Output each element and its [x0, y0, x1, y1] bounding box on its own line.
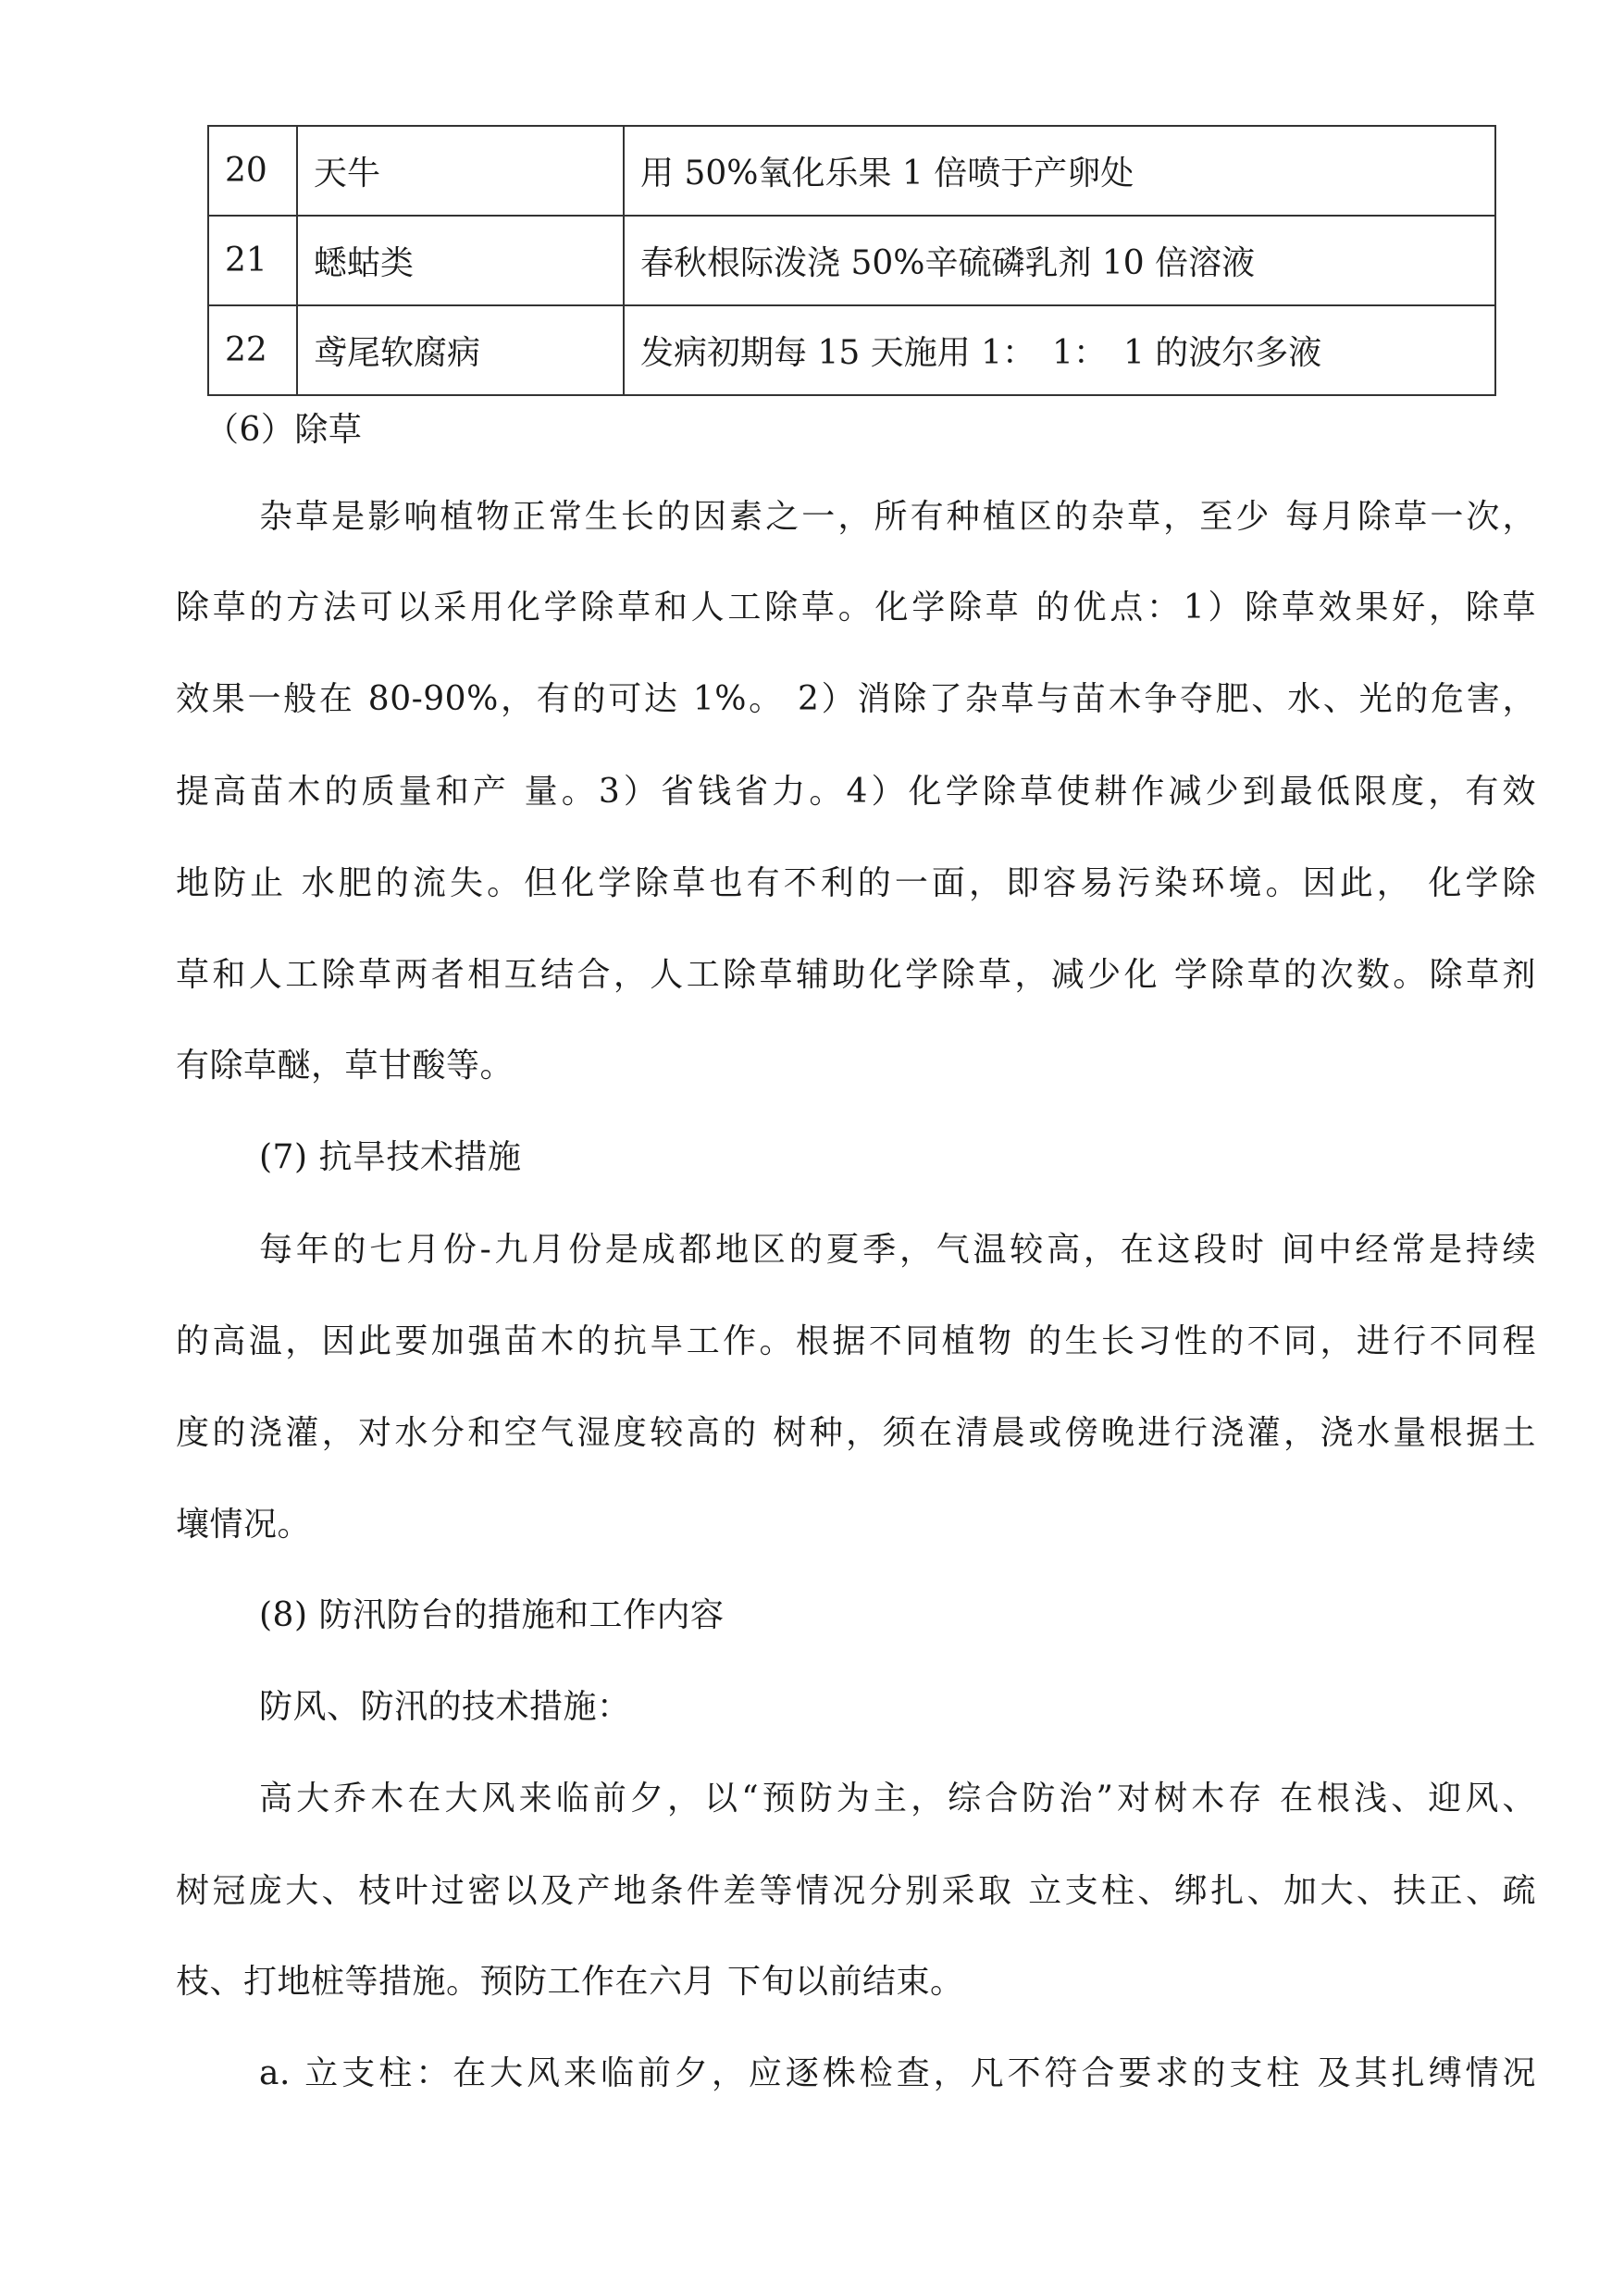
table-row — [208, 216, 1495, 305]
body-text-line: 草和人工除草两者相互结合，人工除草辅助化学除草，减少化 学除草的次数。除草剂 — [176, 956, 1536, 994]
section-heading-flood: (8) 防汛防台的措施和工作内容 — [259, 1596, 725, 1634]
body-text-line: 杂草是影响植物正常生长的因素之一，所有种植区的杂草，至少 每月除草一次， — [259, 498, 1536, 536]
body-text-line: 每年的七月份-九月份是成都地区的夏季，气温较高，在这段时 间中经常是持续 — [259, 1231, 1536, 1269]
table-row — [208, 126, 1495, 216]
body-text-line: 枝、打地桩等措施。预防工作在六月 下旬以前结束。 — [176, 1963, 964, 2001]
body-text-line: 地防止 水肥的流失。但化学除草也有不利的一面，即容易污染环境。因此， 化学除 — [176, 864, 1536, 902]
body-text-line: 的高温，因此要加强苗木的抗旱工作。根据不同植物 的生长习性的不同，进行不同程 — [176, 1322, 1536, 1360]
body-text-line: 提高苗木的质量和产 量。3）省钱省力。4）化学除草使耕作减少到最低限度，有效 — [176, 773, 1536, 811]
control-method: 用 50%氧化乐果 1 倍喷于产卵处 — [624, 126, 1495, 216]
body-text-line: 除草的方法可以采用化学除草和人工除草。化学除草 的优点：1）除草效果好，除草 — [176, 589, 1536, 626]
body-text-line: 高大乔木在大风来临前夕，以“预防为主，综合防治”对树木存 在根浅、迎风、 — [259, 1780, 1536, 1817]
subheading-wind-flood-measures: 防风、防汛的技术措施： — [259, 1688, 631, 1726]
body-text-line: 有除草醚，草甘酸等。 — [176, 1047, 514, 1085]
control-method: 发病初期每 15 天施用 1： 1： 1 的波尔多液 — [624, 305, 1495, 395]
control-method: 春秋根际泼浇 50%辛硫磷乳剂 10 倍溶液 — [624, 216, 1495, 305]
pest-name: 鸢尾软腐病 — [297, 305, 624, 395]
table-row — [208, 305, 1495, 395]
section-heading-weeding: （6）除草 — [205, 411, 363, 449]
body-text-line: 度的浇灌，对水分和空气湿度较高的 树种，须在清晨或傍晚进行浇灌，浇水量根据土 — [176, 1414, 1536, 1452]
row-number: 22 — [208, 305, 297, 395]
body-text-line: a. 立支柱：在大风来临前夕，应逐株检查，凡不符合要求的支柱 及其扎缚情况 — [259, 2054, 1536, 2092]
pest-name: 蟋蛄类 — [297, 216, 624, 305]
row-number: 21 — [208, 216, 297, 305]
body-text-line: 壤情况。 — [176, 1506, 312, 1544]
row-number: 20 — [208, 126, 297, 216]
pest-name: 天牛 — [297, 126, 624, 216]
section-heading-drought: (7) 抗旱技术措施 — [259, 1138, 522, 1176]
body-text-line: 效果一般在 80-90%，有的可达 1%。 2）消除了杂草与苗木争夺肥、水、光的危害， — [176, 680, 1536, 718]
body-text-line: 树冠庞大、枝叶过密以及产地条件差等情况分别采取 立支柱、绑扎、加大、扶正、疏 — [176, 1872, 1536, 1910]
pest-control-table — [207, 125, 1496, 396]
